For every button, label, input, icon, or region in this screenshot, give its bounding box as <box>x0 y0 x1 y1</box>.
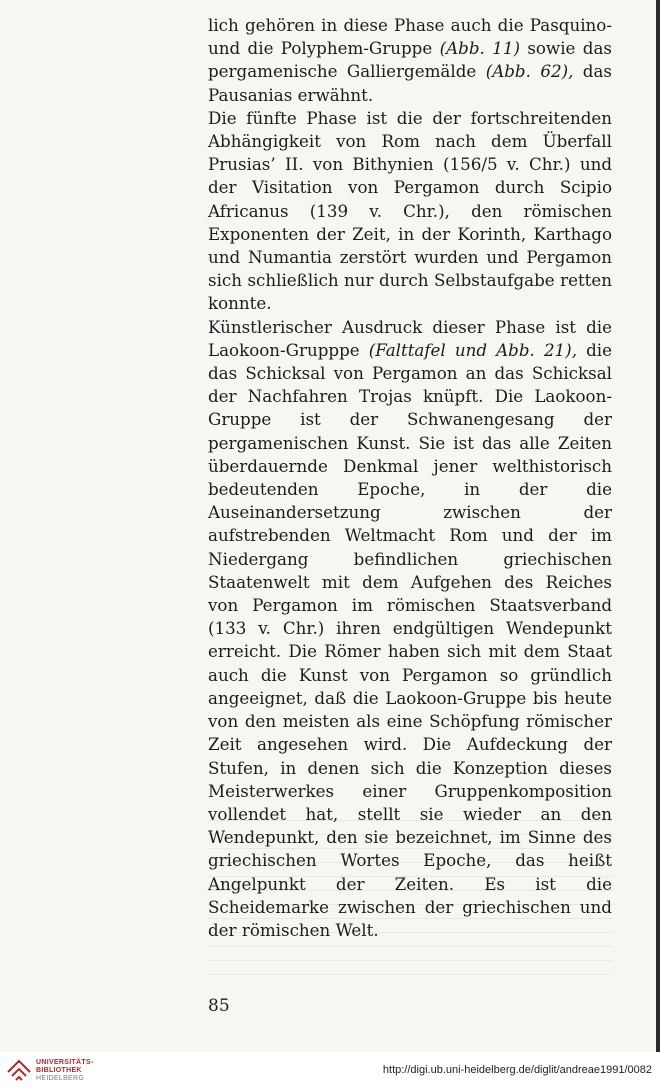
body-text <box>208 14 612 942</box>
page-edge <box>656 0 660 1052</box>
paragraph <box>208 316 612 942</box>
paragraph-text: Die fünfte Phase ist die der fortschreitenden Abhängigkeit von Rom nach dem Überfall Prusias’ II. von Bithynien (156/5 v. Chr.) und der Visitation von Pergamon durch Scipio Africanus (139 v. Chr.), den römischen Exponenten der Zeit, in der Korinth, Karthago und Numantia zerstört wurden und Pergamon sich schließlich nur durch Selbstaufgabe retten konnte. <box>208 107 612 314</box>
figure-reference: (Falttafel und Abb. 21), <box>368 339 577 360</box>
paragraph-text: das Pausanias erwähnt. <box>208 61 612 105</box>
source-url[interactable]: http://digi.ub.uni-heidelberg.de/diglit/andreae1991/0082 <box>382 1064 652 1076</box>
paragraph <box>208 107 612 316</box>
library-name-line2: BIBLIOTHEK <box>36 1067 82 1074</box>
paragraph-text: die das Schicksal von Pergamon an das Schicksal der Nachfahren Trojas knüpft. Die Laokoon-Gruppe ist der Schwanengesang der pergamenischen Kunst. Sie ist das alle Zeiten überdauernde Denkmal jener welthistorisch bedeutenden Epoche, in der die Auseinandersetzung zwischen der aufstrebenden Weltmacht Rom und der im Niedergang befindlichen griechischen Staatenwelt mit dem Aufgehen des Reiches von Pergamon im römischen Staatsverband (133 v. Chr.) ihren endgültigen Wendepunkt erreicht. Die Römer haben sich mit dem Staat auch die Kunst von Pergamon so gründlich angeeignet, daß die Laokoon-Gruppe bis heute von den meisten als eine Schöpfung römischer Zeit angesehen wird. Die Aufdeckung der Stufen, in denen sich die Konzeption dieses Meisterwerkes einer Gruppenkomposition vollendet hat, stellt sie wieder an den Wendepunkt, den sie bezeichnet, im Sinne des griechischen Wortes Epoche, das heißt Angelpunkt der Zeiten. Es ist die Scheidemarke zwischen der griechischen und der römischen Welt. <box>208 339 612 940</box>
library-name-line3: HEIDELBERG <box>36 1075 85 1082</box>
library-name <box>36 1059 94 1083</box>
paragraph <box>208 14 612 107</box>
paragraph-text: Künstlerischer Ausdruck dieser Phase ist die Laokoon-Grupppe <box>208 316 612 360</box>
viewer-footer <box>0 1052 660 1090</box>
paragraph-text: lich gehören in diese Phase auch die Pasquino- und die Polyphem-Gruppe <box>208 15 612 59</box>
figure-reference: (Abb. 11) <box>439 38 520 59</box>
library-name-line1: UNIVERSITÄTS- <box>36 1059 94 1066</box>
library-logo-icon <box>6 1058 32 1084</box>
page-number: 85 <box>208 996 230 1016</box>
paragraph-text: sowie das pergamenische Galliergemälde <box>208 38 612 82</box>
figure-reference: (Abb. 62), <box>485 61 574 82</box>
